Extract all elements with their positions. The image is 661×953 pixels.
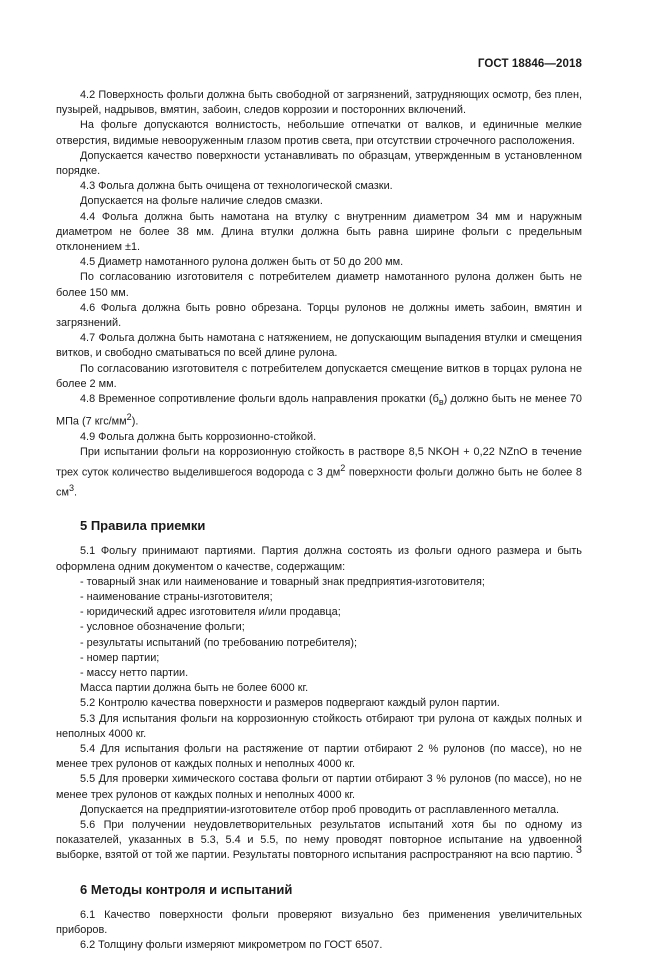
paragraph-4-2-note: На фольге допускаются волнистость, небольшие отпечатки от валков, и единичные мелкие отверстия, видимые невооруженным глазом против света, при отсутствии строчечного расположения. <box>56 119 582 147</box>
paragraph-6-2: 6.2 Толщину фольги измеряют микрометром по ГОСТ 6507. <box>80 939 383 951</box>
section-6-heading: 6 Методы контроля и испытаний <box>80 881 293 897</box>
paragraph-4-8: 4.8 Временное сопротивление фольги вдоль направления прокатки $(б_в)$ должно быть не менее 70 МПа (7 кгс/$мм^2$). <box>56 393 582 429</box>
paragraph-4-3: 4.3 Фольга должна быть очищена от технологической смазки. <box>80 180 393 193</box>
list-item: - номер партии; <box>80 651 160 664</box>
paragraph-6-1: 6.1 Качество поверхности фольги проверяют визуально без применения увеличительных приборов. <box>56 908 582 936</box>
list-item: - условное обозначение фольги; <box>80 621 245 634</box>
list-item: - результаты испытаний (по требованию потребителя); <box>80 636 358 649</box>
page-number: 3 <box>575 844 582 856</box>
paragraph-4-5-note: По согласованию изготовителя с потребителем диаметр намотанного рулона должен быть не более 150 мм. <box>56 271 582 299</box>
section-5-heading: 5 Правила приемки <box>80 518 206 534</box>
paragraph-5-5-note: Допускается на предприятии-изготовителе отбор проб проводить от расплавленного металла. <box>80 803 560 816</box>
list-item: - массу нетто партии. <box>80 666 189 679</box>
paragraph-4-7-note: По согласованию изготовителя с потребителем допускается смещение витков в торцах рулона не более 2 мм. <box>56 362 582 390</box>
paragraph-5-6: 5.6 При получении неудовлетворительных результатов испытаний хотя бы по одному из показателей, указанных в 5.3, 5.4 и 5.5, по нему проводят повторное испытание на удвоенной выборке, взятой от той же партии. Результаты повторного испытания распространяют на всю партию. <box>56 818 582 862</box>
quality-document-list <box>56 575 582 681</box>
paragraph-5-1: 5.1 Фольгу принимают партиями. Партия должна состоять из фольги одного размера и быть оформлена одним документом о качестве, содержащим: <box>56 545 582 573</box>
paragraph-4-4: 4.4 Фольга должна быть намотана на втулку с внутренним диаметром 34 мм и наружным диаметром не более 38 мм. Длина втулки должна быть равна ширине фольги с предельным отклонением ±1. <box>56 210 582 254</box>
paragraph-5-4: 5.4 Для испытания фольги на растяжение от партии отбирают 2 % рулонов (по массе), но не менее трех рулонов от каждых полных и неполных 4000 кг. <box>56 742 582 771</box>
paragraph-5-1-mass: Масса партии должна быть не более 6000 кг. <box>80 682 309 695</box>
paragraph-5-5: 5.5 Для проверки химического состава фольги от партии отбирают 3 % рулонов (по массе), но не менее трех рулонов от каждых полных и неполных 4000 кг. <box>56 773 582 801</box>
paragraph-4-3-note: Допускается на фольге наличие следов смазки. <box>80 195 323 208</box>
list-item: - товарный знак или наименование и товарный знак предприятия-изготовителя; <box>80 575 485 588</box>
paragraph-5-2: 5.2 Контролю качества поверхности и размеров подвергают каждый рулон партии. <box>80 697 500 710</box>
paragraph-4-7: 4.7 Фольга должна быть намотана с натяжением, не допускающим выпадения втулки и смещения витков, и свободно сматываться по всей длине рулона. <box>56 332 582 360</box>
document-body <box>56 88 582 953</box>
paragraph-4-9-test: При испытании фольги на коррозионную стойкость в растворе 8,5 NKOH + 0,22 NZnO в течение трех суток количество выделившегося водорода с 3 $дм^2$ поверхности фольги должно быть не более 8 $см^3$. <box>56 446 582 499</box>
list-item: - наименование страны-изготовителя; <box>80 590 273 603</box>
paragraph-4-2-samples: Допускается качество поверхности устанавливать по образцам, утвержденным в установленном порядке. <box>56 149 582 178</box>
paragraph-4-2: 4.2 Поверхность фольги должна быть свободной от загрязнений, затрудняющих осмотр, без плен, пузырей, надрывов, вмятин, забоин, следов коррозии и посторонних включений. <box>56 89 582 117</box>
paragraph-4-9: 4.9 Фольга должна быть коррозионно-стойкой. <box>80 431 317 444</box>
paragraph-4-5: 4.5 Диаметр намотанного рулона должен быть от 50 до 200 мм. <box>80 256 404 269</box>
document-header-standard: ГОСТ 18846—2018 <box>477 58 582 70</box>
list-item: - юридический адрес изготовителя и/или продавца; <box>80 606 341 619</box>
paragraph-5-3: 5.3 Для испытания фольги на коррозионную стойкость отбирают три рулона от каждых полных и неполных 4000 кг. <box>56 712 582 740</box>
paragraph-4-6: 4.6 Фольга должна быть ровно обрезана. Торцы рулонов не должны иметь забоин, вмятин и загрязнений. <box>56 301 582 330</box>
